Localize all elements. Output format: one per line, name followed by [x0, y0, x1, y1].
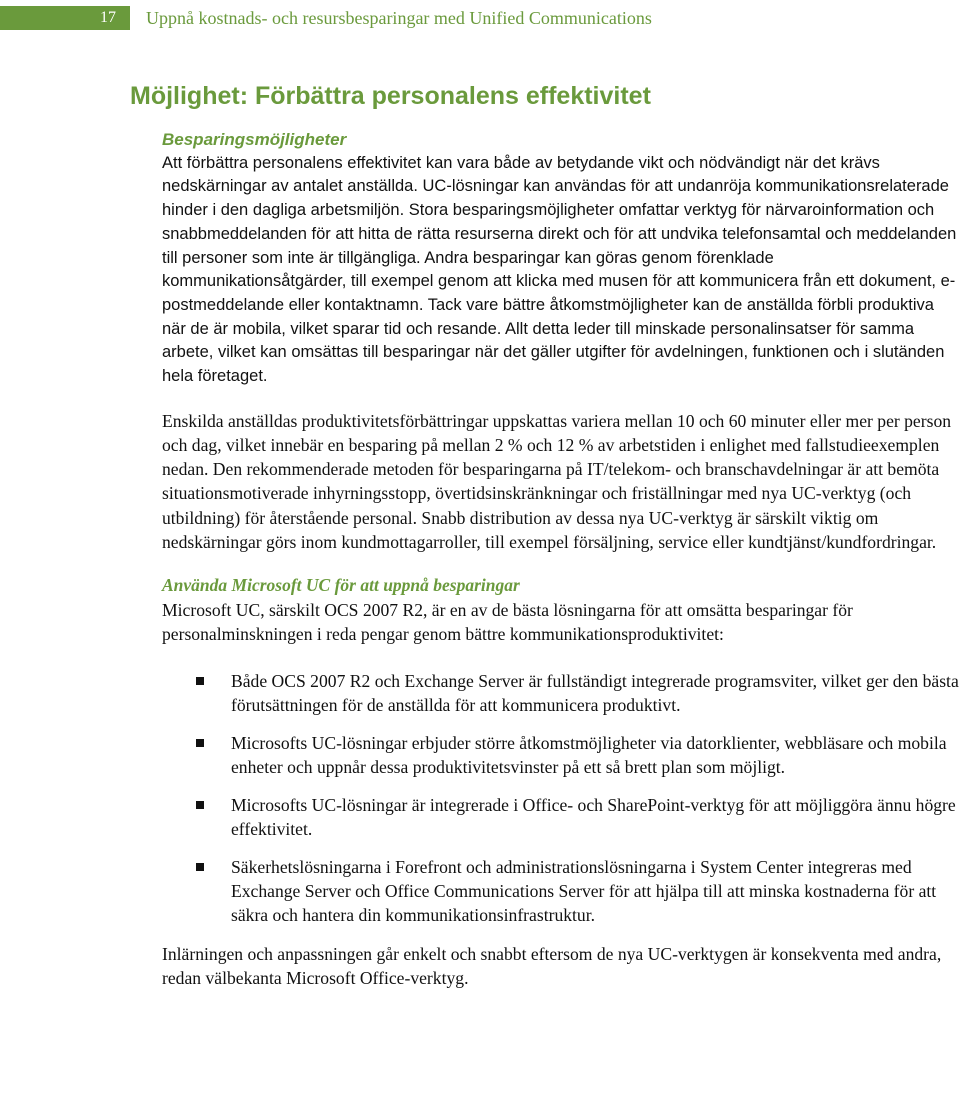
- list-item-text: Microsofts UC-lösningar är integrerade i Office- och SharePoint-verktyg för att möjliggöra ännu högre effektivitet.: [231, 794, 956, 840]
- savings-heading: Besparingsmöjligheter: [162, 130, 347, 149]
- section-title: Möjlighet: Förbättra personalens effektivitet: [130, 82, 651, 110]
- closing-paragraph: Inlärningen och anpassningen går enkelt och snabbt eftersom de nya UC-verktygen är konsekventa med andra, redan välbekanta Microsoft Office-verktyg.: [162, 943, 942, 988]
- page-content: [162, 128, 960, 990]
- bullet-list: [162, 669, 960, 928]
- list-item: [162, 793, 960, 842]
- list-item: [162, 855, 960, 928]
- square-bullet-icon: [196, 739, 204, 747]
- square-bullet-icon: [196, 677, 204, 685]
- microsoft-intro: Microsoft UC, särskilt OCS 2007 R2, är en av de bästa lösningarna för att omsätta besparingar för personalminskningen i reda pengar genom bättre kommunikationsproduktivitet:: [162, 599, 853, 644]
- savings-paragraph-2: Enskilda anställdas produktivitetsförbättringar uppskattas variera mellan 10 och 60 minuter eller mer per person och dag, vilket innebär en besparing på mellan 2 % och 12 % av arbetstiden i enlighet med fallstudieexemplen nedan. Den rekommenderade metoden för besparingarna på IT/telekom- och branschavdelningar är att bemöta situationsmotiverade inhyrningsstopp, övertidsinskränkningar och friställningar med nya UC-verktyg (och utbildning) för återstående personal. Snabb distribution av dessa nya UC-verktyg är särskilt viktig om nedskärningar görs inom kundmottagarroller, till exempel försäljning, service eller kundtjänst/kundfordringar.: [162, 410, 952, 552]
- square-bullet-icon: [196, 863, 204, 871]
- page-header: [0, 0, 960, 36]
- microsoft-heading: Använda Microsoft UC för att uppnå besparingar: [162, 574, 520, 595]
- list-item-text: Microsofts UC-lösningar erbjuder större åtkomstmöjligheter via datorklienter, webbläsare och mobila enheter och uppnår dessa produktivitetsvinster på ett så brett plan som möjligt.: [231, 732, 947, 778]
- list-item-text: Säkerhetslösningarna i Forefront och administrationslösningarna i System Center integreras med Exchange Server och Office Communications Server för att hjälpa till att minska kostnaderna för att säkra och hantera din kommunikationsinfrastruktur.: [231, 856, 937, 926]
- page-number: 17: [0, 6, 130, 30]
- list-item: [162, 669, 960, 718]
- running-title: Uppnå kostnads- och resursbesparingar med Unified Communications: [146, 8, 652, 28]
- list-item: [162, 731, 960, 780]
- square-bullet-icon: [196, 801, 204, 809]
- savings-paragraph-1: Att förbättra personalens effektivitet kan vara både av betydande vikt och nödvändigt när det krävs nedskärningar av antalet anställda. UC-lösningar kan användas för att undanröja kommunikationsrelaterade hinder i den dagliga arbetsmiljön. Stora besparingsmöjligheter omfattar verktyg för närvaroinformation och snabbmeddelanden för att hitta de rätta resurserna direkt och för att undvika telefonsamtal och meddelanden till personer som inte är tillgängliga. Andra besparingar kan göras genom förenklade kommunikationsåtgärder, till exempel genom att klicka med musen för att kommunicera från ett dokument, e-postmeddelande eller kontaktnamn. Tack vare bättre åtkomstmöjligheter kan de anställda förbli produktiva när de är mobila, vilket sparar tid och resande. Allt detta leder till minskade personalinsatser för samma arbete, vilket kan omsättas till besparingar när det gäller utgifter för avdelningen, funktionen och i slutänden hela företaget.: [162, 153, 957, 386]
- list-item-text: Både OCS 2007 R2 och Exchange Server är fullständigt integrerade programsviter, vilket ger den bästa förutsättningen för de anställda för att kommunicera produktivt.: [231, 671, 959, 716]
- bullet-list-wrapper: [162, 669, 960, 928]
